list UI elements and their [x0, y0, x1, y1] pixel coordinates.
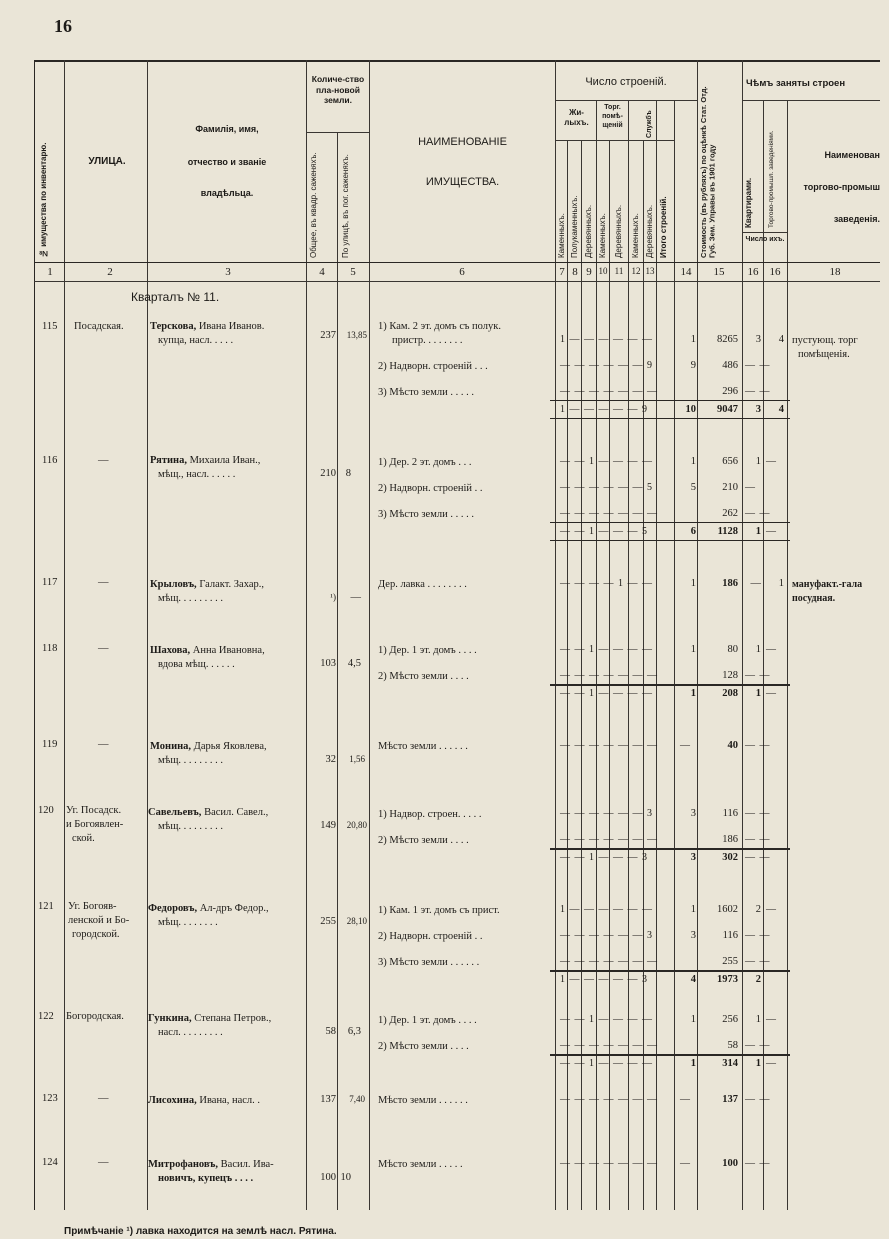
total-apartments: 2: [755, 974, 761, 985]
total-value: 302: [722, 852, 738, 863]
property-item: Мѣсто земли . . . . . .: [378, 741, 468, 752]
owner-surname: Крыловъ,: [150, 579, 197, 590]
entry-street: Уг. Посадск.: [66, 805, 122, 816]
rule: [555, 140, 674, 141]
property-item: 2) Надворн. строеній . .: [378, 931, 483, 942]
rule: [337, 132, 338, 1210]
street-length: 1,56: [349, 754, 365, 764]
entry-no: 115: [42, 321, 58, 332]
rule: [147, 60, 148, 1210]
street-length: 7,40: [349, 1094, 365, 1104]
total-value: 314: [722, 1058, 738, 1069]
colnum: 14: [680, 266, 692, 278]
rule: [34, 281, 880, 282]
value: 128: [722, 670, 738, 681]
header-property-a: НАИМЕНОВАНІЕ: [418, 136, 507, 148]
trade-count: 4: [778, 334, 784, 345]
trade-count: 1: [778, 578, 784, 589]
header-occupied: Чѣмъ заняты строен: [746, 78, 846, 89]
purpose: помѣщенія.: [798, 349, 850, 360]
entry-street: городской.: [72, 929, 120, 940]
owner-line2: вдова мѣщ. . . . . .: [158, 659, 235, 670]
header-c13: Деревянныхъ.: [645, 204, 654, 258]
value: 262: [722, 508, 738, 519]
property-item: 3) Мѣсто земли . . . . . .: [378, 957, 480, 968]
apartments-count: 1: [755, 1014, 761, 1025]
owner-name: Ал-дръ Федор.,: [199, 903, 269, 914]
rule: [34, 262, 880, 263]
street-length: —: [350, 592, 361, 603]
street-length: 13,85: [346, 330, 367, 340]
purpose: посудная.: [792, 593, 836, 604]
property-item: 3) Мѣсто земли . . . . .: [378, 509, 474, 520]
land-area: 100: [320, 1172, 336, 1183]
total-value: 9047: [717, 404, 738, 415]
header-inventory-no: № имущества по инвентарю.: [39, 142, 48, 258]
header-street: УЛИЦА.: [88, 156, 126, 167]
value: 8265: [717, 334, 738, 345]
entry-street: и Богоявлен-: [66, 819, 124, 830]
property-item: 1) Надвор. строен. . . . .: [378, 809, 482, 820]
land-area: 32: [325, 754, 336, 765]
colnum: 2: [107, 266, 113, 278]
colnum: 18: [829, 266, 841, 278]
street-length: 20,80: [346, 820, 367, 830]
header-owner-a: Фамилія, имя,: [195, 124, 259, 134]
property-item: 3) Мѣсто земли . . . . .: [378, 387, 474, 398]
owner-name: Степана Петров.,: [194, 1013, 272, 1024]
colnum: 11: [614, 266, 624, 276]
apartments-count: 2: [755, 904, 761, 915]
property-item: 2) Мѣсто земли . . . .: [378, 671, 469, 682]
header-c11: Деревянныхъ.: [614, 204, 623, 258]
purpose: мануфакт.-гала: [792, 579, 863, 590]
total-apartments: 3: [755, 404, 761, 415]
owner-surname: Федоровъ,: [148, 903, 198, 914]
entry-no: 119: [42, 739, 58, 750]
entry-street: —: [98, 643, 109, 654]
page-number: 16: [54, 16, 72, 36]
colnum: 12: [631, 266, 641, 276]
street-length: 4,5: [347, 658, 361, 669]
owner-line2: насл. . . . . . . . .: [158, 1027, 223, 1038]
rule: [369, 60, 370, 1210]
value: 256: [722, 1014, 738, 1025]
property-item: 2) Надворн. строеній . . .: [378, 361, 488, 372]
apartments-count: 1: [755, 644, 761, 655]
total-value: 1973: [717, 974, 738, 985]
value: 100: [722, 1158, 738, 1169]
ledger-page: 16 № имущества по инвентарю. УЛИЦА. Фамилія, имя, отчество и званіе владѣльца. Количе-ство пла-новой земли. Общее, въ квадр. саженяхъ. По улицѣ, въ пог. саженяхъ. НАИМЕНОВАНІЕ ИМУЩЕСТВА. Число строеній. Жи-лыхъ. Торг. помѣ-щеній Службъ Каменныхъ. Полукаменныхъ. Деревянныхъ. Каменныхъ. Деревянныхъ. Каменныхъ. Деревянныхъ. Итого строеній. Стоимость (въ рубляхъ) по оцѣнкѣ Стат. Отд. Губ. Зем. Управы въ 1901 году Чѣмъ заняты строен Квартирами. Торгово-промышл. заведеніями. Число ихъ. Наименован торгово-промыш заведенія. 1 2 3 4 5 6 7 8 9 10 11 12 13 14 15 16 16 18 Кварталъ № 11. 115 Посадская. Терскова, Ивана Иванов. купца, насл. . . . . 237 13,85 1) Кам. 2 эт. домъ съ полук. пристр. . . . . . . . 2) Надворн. строеній . . . 3) Мѣсто земли . . . . . 1 — — — — — — — — — — — — 9 — — — — — — — 1 9 8265 486 296 3 4 — — — — пустующ. торг помѣщенія. 1 — — — — — 9 10 9047 3 4 116 — Рятина, Михаила Иван., мѣщ., насл. . . . . . 210 8 1) Дер. 2 эт. домъ . . . 2) Надворн. строеній . . 3) Мѣсто земли . . . . . — — 1 — — — — — — — — — — 5 — — — — — — — 1 5 656 210 262 1 — — — — — — 1 — — — 5 6 1128 1 — 117 — Крыловъ, Галакт. Захар., мѣщ. . . . . . . . . ¹) — Дер. лавка . . . . . . . . — — — — 1 — — 1 186 — 1 мануфакт.-гала посудная. 118 — Шахова, Анна Ивановна, вдова мѣщ. . . . . . 103 4,5 1) Дер. 1 эт. домъ . . . . 2) Мѣсто земли . . . . — — 1 — — — — — — — — — — — 1 80 128 1 — — — — — 1 — — — — 1 208 1 — 119 — Монина, Дарья Яковлева, мѣщ. . . . . . . . . 32 1,56 Мѣсто земли . . . . . . — — — — — — — — 40 — — 120 Уг. Посадск. и Богоявлен- ской. Савельевъ, Васил. Савел., мѣщ. . . . . . . . . 149 20,80 1) Надвор. строен. . . . . 2) Мѣсто земли . . . . — — — — — — 3 — — — — — — — 3 116 186 — — — — — — 1 — — — 3 3 302 — — 121 Уг. Богояв- ленской и Бо- городской. Федоровъ, Ал-дръ Федор., мѣщ. . . . . . . . 255 28,10 1) Кам. 1 эт. домъ съ прист. 2) Надворн. строеній . . 3) Мѣсто земли . . . . . . 1 — — — — — — — — — — — — 3 — — — — — — — 1 3 1602 116 255 2 — — — — — 1 — — — — — 3 4 1973 2 122 Богородская. Гункина, Степана Петров., насл. . . . . . . . . 58 6,3 1) Дер. 1 эт. домъ . . . . 2) Мѣсто земли . . . . — — 1 — — — — — — — — — — — 1 256 58 1 — — — — — 1 — — — — 1 314 1 — 123 — Лисохина, Ивана, насл. . 137 7,40 Мѣсто земли . . . . . . — — — — — — — — 137 — — 124 — Митрофановъ, Васил. Ива- новичъ, купецъ . . . . 100 10 Мѣсто земли . . . . . — — — — — — — — 100 — — Примѣчаніе ¹) лавка находится на землѣ насл. Рятина.: [0, 0, 889, 1239]
colnum: 10: [598, 266, 608, 276]
total-apartments: 1: [755, 526, 761, 537]
purpose: пустующ. торг: [792, 335, 858, 346]
owner-surname: Лисохина,: [148, 1095, 197, 1106]
owner-name: Ивана Иванов.: [198, 321, 265, 332]
quarter-title: Кварталъ № 11.: [131, 290, 220, 304]
colnum: 3: [225, 266, 231, 278]
value: 296: [722, 386, 738, 397]
entry-no: 124: [42, 1157, 58, 1168]
header-buildings: Число строеній.: [585, 76, 667, 88]
land-area: ¹): [330, 592, 336, 602]
property-item: 1) Кам. 2 эт. домъ съ полук.: [378, 321, 501, 332]
owner-surname: Монина,: [150, 741, 192, 752]
total-apartments: 1: [755, 688, 761, 699]
owner-name: Галакт. Захар.,: [199, 579, 264, 590]
property-item: Мѣсто земли . . . . .: [378, 1159, 463, 1170]
colnum: 4: [319, 266, 325, 278]
property-item: 1) Дер. 1 эт. домъ . . . .: [378, 645, 477, 656]
header-c14: Итого строеній.: [659, 196, 668, 258]
property-item: 1) Дер. 2 эт. домъ . . .: [378, 457, 472, 468]
land-area: 137: [320, 1094, 336, 1105]
header-land: Количе-ство пла-новой земли.: [311, 74, 365, 106]
entry-street: Богородская.: [66, 1011, 124, 1022]
value: 40: [727, 740, 738, 751]
owner-line2: мѣщ. . . . . . . . .: [158, 755, 224, 766]
header-c8: Полукаменныхъ.: [570, 195, 579, 258]
header-c18-b: торгово-промыш: [803, 182, 880, 192]
entry-no: 120: [38, 805, 54, 816]
property-item: пристр. . . . . . . .: [392, 335, 463, 346]
street-length: 10: [340, 1172, 351, 1183]
header-c16b: Торгово-промышл. заведеніями.: [768, 130, 775, 228]
entry-no: 118: [42, 643, 58, 654]
rule: [787, 100, 788, 1210]
owner-name: Михаила Иван.,: [189, 455, 261, 466]
owner-name: Васил. Савел.,: [204, 807, 269, 818]
header-street-length: По улицѣ, въ пог. саженяхъ.: [341, 154, 350, 258]
entry-no: 122: [38, 1011, 54, 1022]
property-item: 2) Мѣсто земли . . . .: [378, 1041, 469, 1052]
land-area: 255: [320, 916, 336, 927]
apartments-count: 1: [755, 456, 761, 467]
colnum: 9: [586, 266, 592, 278]
header-property-b: ИМУЩЕСТВА.: [425, 176, 500, 188]
value: 255: [722, 956, 738, 967]
header-owner-b: отчество и званіе: [187, 157, 267, 167]
rule: [742, 232, 787, 233]
entry-street: —: [98, 1093, 109, 1104]
owner-surname: Гункина,: [148, 1013, 192, 1024]
value: 116: [722, 808, 738, 819]
value: 210: [722, 482, 738, 493]
header-c16a: Квартирами.: [744, 177, 753, 228]
total-value: 208: [722, 688, 738, 699]
value: 137: [722, 1094, 738, 1105]
rule: [555, 60, 556, 1210]
total-apartments: 1: [755, 1058, 761, 1069]
colnum: 16: [747, 266, 759, 278]
owner-line2: мѣщ. . . . . . . . .: [158, 821, 224, 832]
header-living: Жи-лыхъ.: [564, 108, 589, 127]
colnum: 1: [47, 266, 53, 278]
header-c18-a: Наименован: [824, 150, 880, 160]
owner-line2: новичъ, купецъ . . . .: [158, 1173, 254, 1184]
entry-street: Уг. Богояв-: [68, 901, 117, 912]
property-item: 2) Мѣсто земли . . . .: [378, 835, 469, 846]
entry-street: —: [98, 739, 109, 750]
header-count: Число ихъ.: [745, 236, 785, 243]
entry-street: ленской и Бо-: [68, 915, 130, 926]
land-area: 237: [320, 330, 336, 341]
property-item: 1) Дер. 1 эт. домъ . . . .: [378, 1015, 477, 1026]
total-value: 1128: [717, 526, 738, 537]
value: 186: [722, 834, 738, 845]
header-service: Службъ: [646, 110, 653, 138]
property-item: 1) Кам. 1 эт. домъ съ прист.: [378, 905, 500, 916]
value: 80: [727, 644, 738, 655]
entry-street: —: [98, 577, 109, 588]
entry-street: —: [98, 455, 109, 466]
entry-no: 121: [38, 901, 54, 912]
owner-surname: Рятина,: [150, 455, 187, 466]
land-area: 58: [325, 1026, 336, 1037]
street-length: 28,10: [346, 916, 367, 926]
owner-name: Анна Ивановна,: [192, 645, 265, 656]
value: 1602: [717, 904, 738, 915]
header-c7: Каменныхъ.: [557, 213, 566, 258]
header-c12: Каменныхъ.: [631, 213, 640, 258]
rule: [64, 60, 65, 1210]
property-item: Мѣсто земли . . . . . .: [378, 1095, 468, 1106]
colnum: 5: [350, 266, 356, 278]
rule: [697, 60, 698, 1210]
owner-surname: Савельевъ,: [148, 807, 202, 818]
entry-no: 117: [42, 577, 58, 588]
owner-surname: Терскова,: [150, 321, 197, 332]
header-c10: Каменныхъ.: [598, 213, 607, 258]
colnum: 8: [572, 266, 578, 278]
entry-street: —: [98, 1157, 109, 1168]
header-c9: Деревянныхъ.: [584, 204, 593, 258]
owner-name: Дарья Яковлева,: [193, 741, 267, 752]
property-item: 2) Надворн. строеній . .: [378, 483, 483, 494]
rule: [742, 100, 880, 101]
rule: [306, 60, 307, 1210]
owner-name: Ивана, насл. .: [199, 1095, 261, 1106]
colnum: 15: [713, 266, 725, 278]
value: 656: [722, 456, 738, 467]
colnum: 6: [459, 266, 465, 278]
colnum: 7: [559, 266, 565, 278]
value: 486: [722, 360, 738, 371]
street-length: 8: [345, 468, 351, 479]
land-area: 210: [320, 468, 336, 479]
property-item: Дер. лавка . . . . . . . .: [378, 579, 467, 590]
owner-line2: мѣщ., насл. . . . . .: [158, 469, 236, 480]
entry-street: ской.: [72, 833, 95, 844]
entry-street: Посадская.: [74, 321, 124, 332]
owner-line2: мѣщ. . . . . . . .: [158, 917, 218, 928]
header-c18-c: заведенія.: [833, 214, 880, 224]
owner-line2: купца, насл. . . . .: [158, 335, 234, 346]
land-area: 149: [320, 820, 336, 831]
owner-line2: мѣщ. . . . . . . . .: [158, 593, 224, 604]
total-trade: 4: [778, 404, 784, 415]
owner-surname: Шахова,: [150, 645, 191, 656]
footnote: Примѣчаніе ¹) лавка находится на землѣ насл. Рятина.: [64, 1226, 337, 1237]
entry-no: 116: [42, 455, 58, 466]
colnum: 16: [769, 266, 781, 278]
owner-name: Васил. Ива-: [220, 1159, 274, 1170]
header-area: Общее, въ квадр. саженяхъ.: [309, 152, 318, 258]
owner-surname: Митрофановъ,: [148, 1159, 219, 1170]
entry-no: 123: [42, 1093, 58, 1104]
header-trade: Торг. помѣ-щеній: [602, 104, 623, 129]
header-c15: Стоимость (въ рубляхъ) по оцѣнкѣ Стат. Отд. Губ. Зем. Управы въ 1901 году: [699, 86, 717, 258]
street-length: 6,3: [347, 1026, 361, 1037]
header-owner-c: владѣльца.: [200, 188, 254, 198]
value: 58: [727, 1040, 738, 1051]
colnum: 13: [645, 266, 655, 276]
apartments-count: —: [750, 578, 761, 589]
value: 116: [722, 930, 738, 941]
apartments-count: 3: [755, 334, 761, 345]
value: 186: [722, 578, 738, 589]
land-area: 103: [320, 658, 336, 669]
rule: [306, 132, 369, 133]
rule: [555, 100, 697, 101]
